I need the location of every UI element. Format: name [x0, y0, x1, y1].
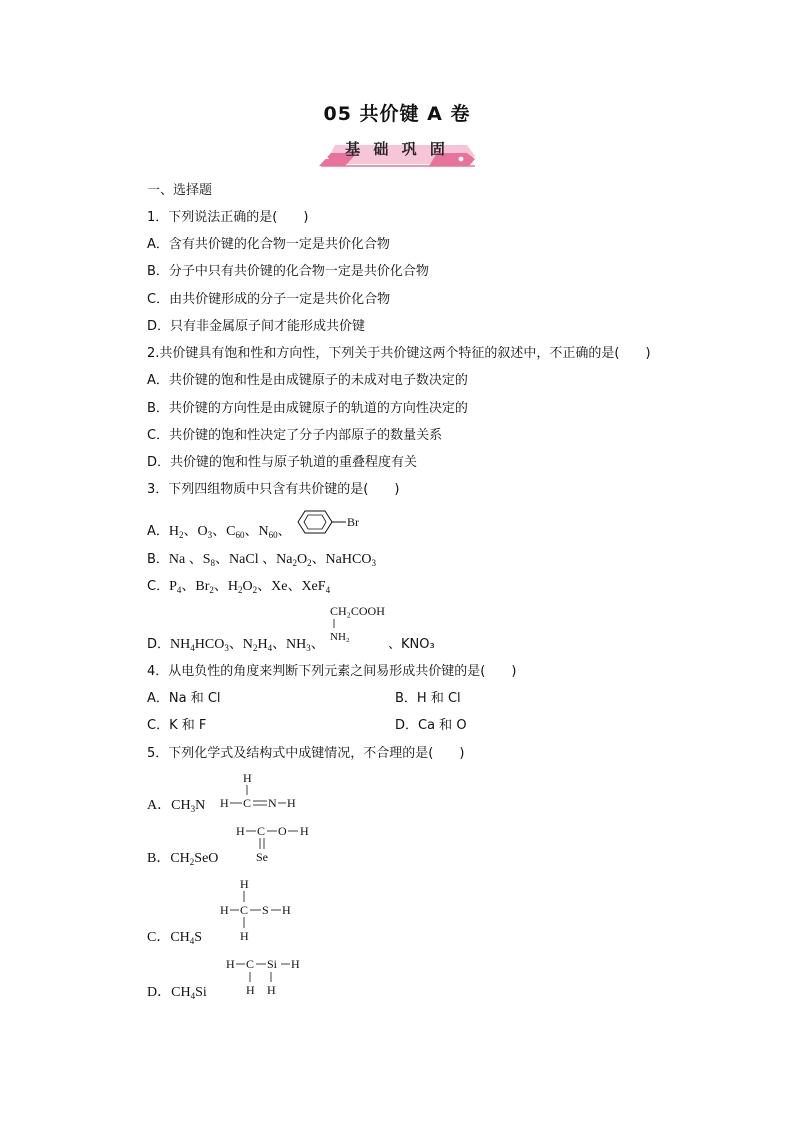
q5-option-b: B．$CH_2SeO$ — [147, 851, 219, 867]
bromobenzene-structure — [296, 509, 376, 539]
q3-option-a-formulas: $H_2$、$O_3$、$C_{60}$、$N_{60}$ — [168, 524, 278, 540]
svg-text:C: C — [246, 957, 255, 971]
q5-option-c: C．$CH_4S$ — [147, 930, 203, 946]
svg-text:N: N — [268, 796, 277, 810]
q4-stem: 4．从电负性的角度来判断下列元素之间易形成共价键的是( ) — [147, 664, 517, 679]
svg-text:H: H — [287, 796, 296, 810]
q3-stem: 3．下列四组物质中只含有共价键的是( ) — [147, 482, 400, 497]
q3-option-a-tail: 、 — [277, 524, 291, 539]
q3-option-c-formulas: $P_4$、$Br_2$、$H_2O_2$、Xe、XeF$_4$ — [169, 579, 331, 595]
svg-text:H: H — [243, 771, 252, 785]
svg-text:H: H — [291, 957, 300, 971]
svg-text:H: H — [267, 983, 276, 997]
svg-text:H: H — [220, 796, 229, 810]
svg-text:O: O — [278, 824, 287, 838]
glycine-bottom-label: NH₂ — [330, 631, 350, 643]
q1-option-c: C．由共价键形成的分子一定是共价化合物 — [147, 292, 391, 307]
q3-option-d-formulas: $NH_4HCO_3$、$N_2H_4$、$NH_3$、 — [170, 637, 325, 653]
svg-text:Si: Si — [267, 957, 278, 971]
q3-option-c — [147, 579, 330, 595]
svg-text:H: H — [220, 903, 229, 917]
q3-option-b-formulas: Na 、$S_8$、NaCl 、$Na_2O_2$、NaHCO$_3$ — [168, 552, 376, 568]
svg-text:S: S — [262, 903, 269, 917]
ch4s-structure — [218, 876, 308, 944]
q1-stem: 1．下列说法正确的是( ) — [147, 210, 309, 225]
q4-option-b: B．H 和 Cl — [395, 691, 461, 706]
q3-option-d — [147, 637, 325, 653]
q3-option-b — [147, 552, 376, 568]
page-title: 05 共价键 A 卷 — [323, 103, 471, 125]
bromine-label: Br — [347, 515, 359, 529]
q5-stem: 5．下列化学式及结构式中成键情况，不合理的是( ) — [147, 746, 465, 761]
q2-option-a: A．共价键的饱和性是由成键原子的未成对电子数决定的 — [147, 373, 468, 388]
svg-text:C: C — [243, 796, 252, 810]
q3-option-a — [147, 524, 291, 540]
section-heading: 一、选择题 — [147, 183, 213, 198]
banner-label: 基 础 巩 固 — [345, 140, 449, 158]
q3-option-d-prefix: D． — [147, 637, 171, 652]
q2-option-b: B．共价键的方向性是由成键原子的轨道的方向性决定的 — [147, 401, 468, 416]
q2-option-d: D．共价键的饱和性与原子轨道的重叠程度有关 — [147, 455, 418, 470]
ch3n-structure — [218, 770, 308, 810]
q3-option-c-prefix: C． — [147, 579, 170, 594]
svg-text:Se: Se — [256, 850, 268, 864]
svg-text:H: H — [246, 983, 255, 997]
svg-text:H: H — [236, 824, 245, 838]
svg-text:C: C — [257, 824, 266, 838]
glycine-top-label: CH₂COOH — [330, 604, 385, 618]
q1-option-d: D．只有非金属原子间才能形成共价键 — [147, 319, 366, 334]
q4-option-c: C．K 和 F — [147, 718, 207, 733]
q1-option-a: A．含有共价键的化合物一定是共价化合物 — [147, 237, 390, 252]
svg-text:C: C — [240, 903, 249, 917]
q3-option-d-tail: 、KNO₃ — [388, 637, 435, 652]
q5-option-a: A．$CH_3N$ — [147, 798, 206, 814]
svg-text:H: H — [240, 929, 249, 943]
q4-option-d: D．Ca 和 O — [395, 718, 467, 733]
q3-option-a-prefix: A． — [147, 524, 169, 539]
ch4si-structure — [224, 954, 314, 998]
svg-text:H: H — [226, 957, 235, 971]
q3-option-b-prefix: B． — [147, 552, 169, 567]
svg-text:H: H — [240, 877, 249, 891]
q4-option-a: A．Na 和 Cl — [147, 691, 221, 706]
q1-option-b: B．分子中只有共价键的化合物一定是共价化合物 — [147, 264, 429, 279]
svg-text:H: H — [300, 824, 309, 838]
q5-option-d: D．$CH_4Si$ — [147, 985, 207, 1001]
q2-option-c: C．共价键的饱和性决定了分子内部原子的数量关系 — [147, 428, 443, 443]
svg-text:H: H — [282, 903, 291, 917]
q2-stem: 2.共价键具有饱和性和方向性，下列关于共价键这两个特征的叙述中，不正确的是( ) — [147, 346, 651, 361]
ch2seo-structure — [234, 822, 324, 868]
